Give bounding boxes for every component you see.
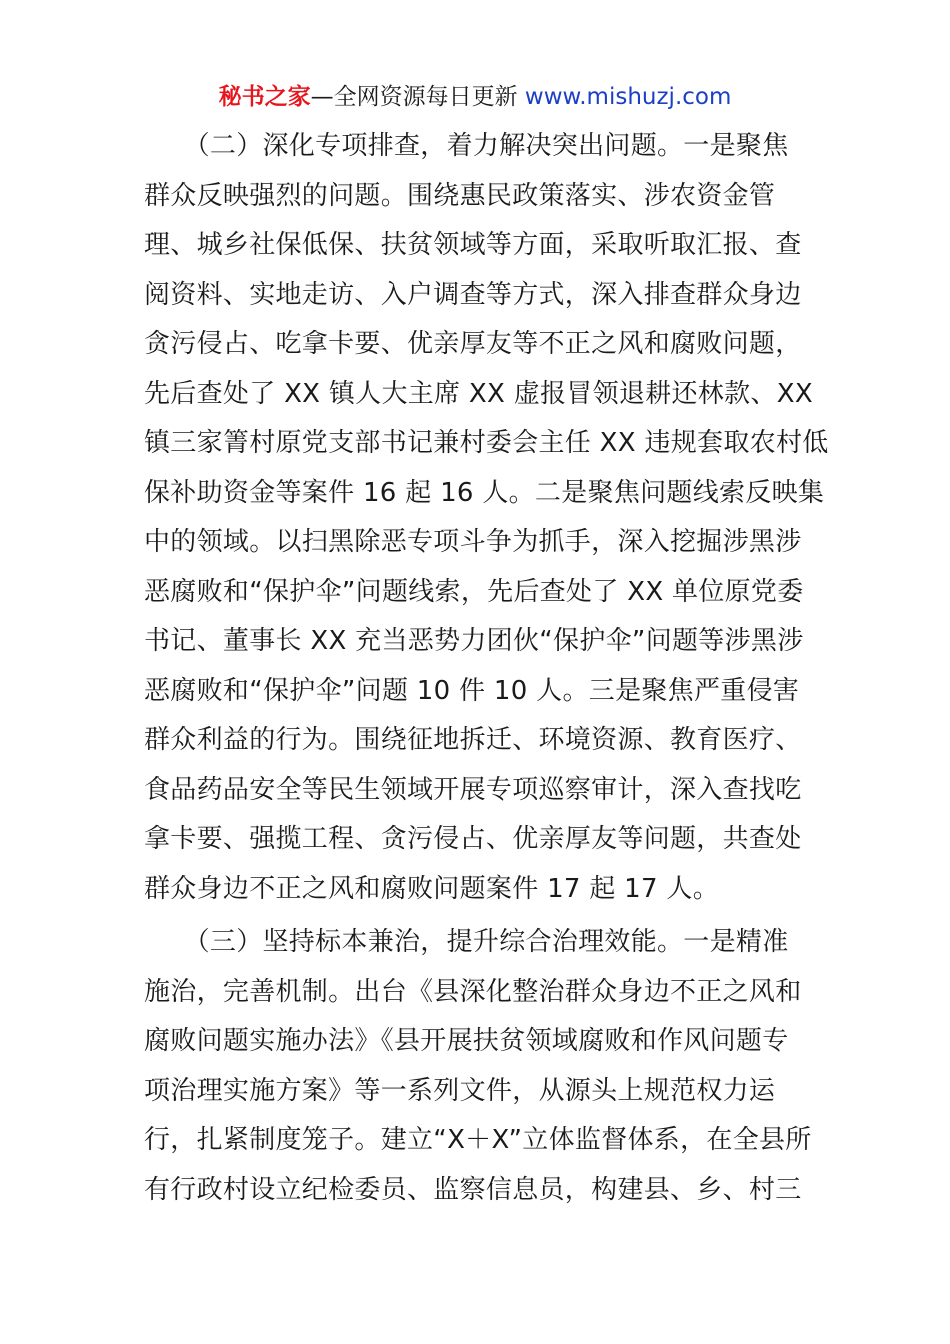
text-line: 恶腐败和“保护伞”问题线索，先后查处了 XX 单位原党委 [144, 576, 804, 607]
site-tagline: —全网资源每日更新 [310, 84, 525, 110]
text-line: 镇三家箐村原党支部书记兼村委会主任 XX 违规套取农村低 [144, 428, 829, 458]
text-line: 拿卡要、强揽工程、贪污侵占、优亲厚友等问题，共查处 [144, 824, 802, 854]
site-brand: 秘书之家 [218, 84, 311, 110]
text-line: 行，扎紧制度笼子。建立“X＋X”立体监督体系，在全县所 [144, 1125, 812, 1155]
text-line: 书记、董事长 XX 充当恶势力团伙“保护伞”问题等涉黑涉 [144, 626, 804, 656]
text-line: （二）深化专项排查，着力解决突出问题。一是聚焦 [144, 131, 789, 161]
text-line: 有行政村设立纪检委员、监察信息员，构建县、乡、村三 [144, 1174, 802, 1205]
text-line: 中的领域。以扫黑除恶专项斗争为抓手，深入挖掘涉黑涉 [144, 527, 802, 557]
text-line: 腐败问题实施办法》《县开展扶贫领域腐败和作风问题专 [144, 1026, 789, 1056]
text-line: 项治理实施方案》等一系列文件，从源头上规范权力运 [144, 1075, 776, 1106]
text-line: 理、城乡社保低保、扶贫领域等方面，采取听取汇报、查 [144, 230, 802, 260]
text-line: 施治，完善机制。出台《县深化整治群众身边不正之风和 [144, 976, 802, 1007]
text-line: 食品药品安全等民生领域开展专项巡察审计，深入查找吃 [144, 774, 802, 805]
paragraph-2 [144, 122, 829, 914]
text-line: 阅资料、实地走访、入户调查等方式，深入排查群众身边 [144, 279, 802, 310]
document-body [144, 122, 829, 1215]
text-line: 群众利益的行为。围绕征地拆迁、环境资源、教育医疗、 [144, 725, 802, 755]
text-line: 保补助资金等案件 16 起 16 人。二是聚焦问题线索反映集 [144, 477, 825, 508]
text-line: 群众身边不正之风和腐败问题案件 17 起 17 人。 [144, 873, 720, 904]
text-line: 先后查处了 XX 镇人大主席 XX 虚报冒领退耕还林款、XX [144, 378, 813, 409]
text-line: 恶腐败和“保护伞”问题 10 件 10 人。三是聚焦严重侵害 [144, 675, 800, 706]
text-line: （三）坚持标本兼治，提升综合治理效能。一是精准 [144, 927, 789, 957]
text-line: 群众反映强烈的问题。围绕惠民政策落实、涉农资金管 [144, 180, 776, 211]
site-url-link[interactable]: www.mishuzj.com [524, 84, 732, 110]
site-header [0, 80, 950, 114]
text-line: 贪污侵占、吃拿卡要、优亲厚友等不正之风和腐败问题， [144, 329, 802, 359]
paragraph-3 [144, 918, 812, 1215]
